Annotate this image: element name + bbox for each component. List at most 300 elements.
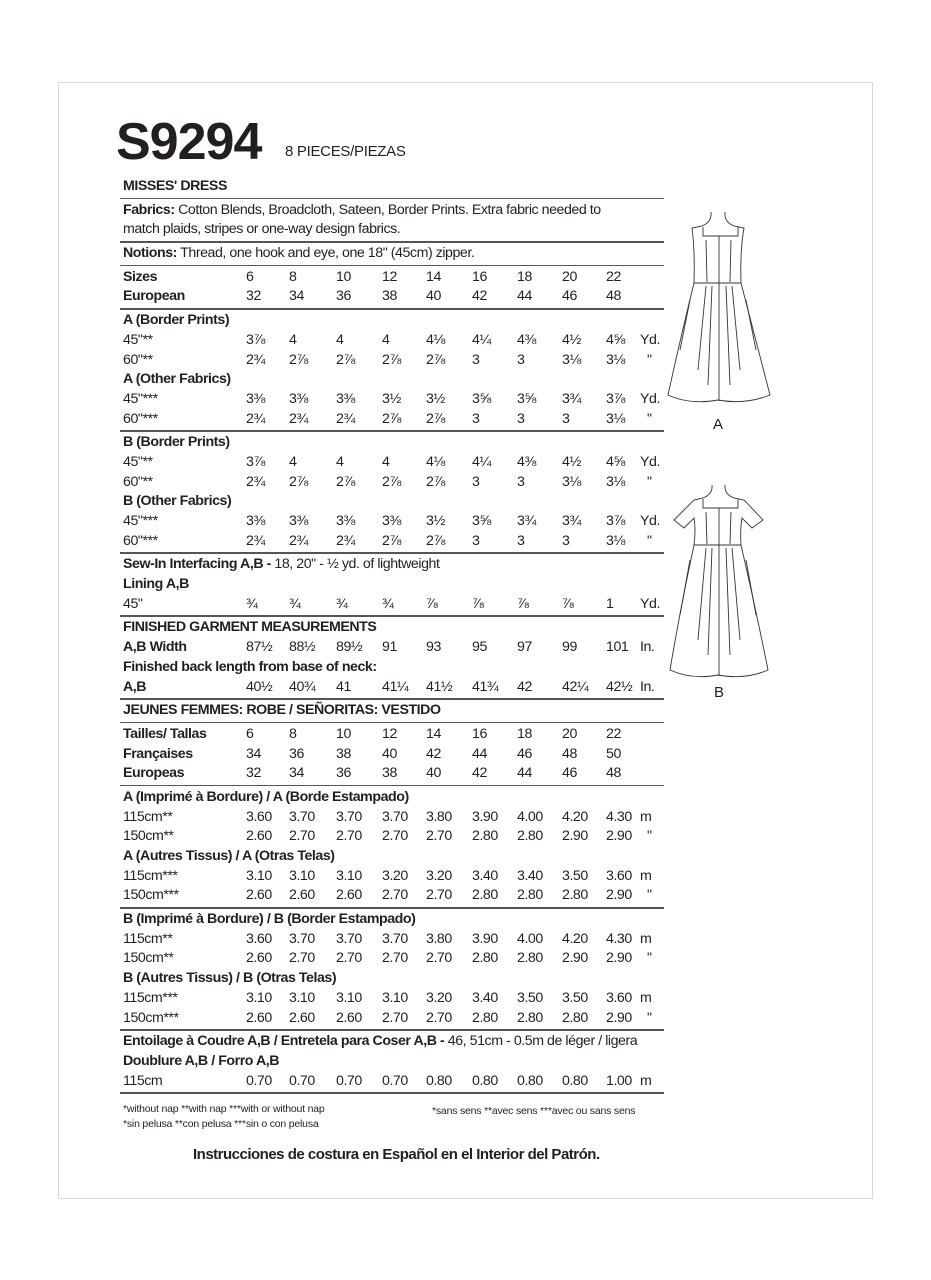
cell-value: 36 (336, 765, 351, 782)
cell-value: 2.60 (336, 1009, 362, 1026)
cell-value: 4.30 (606, 930, 632, 947)
row-label: 60"*** (123, 410, 158, 427)
cell-value: 34 (289, 765, 304, 782)
unit-label: " (647, 410, 652, 427)
dress-view-b-drawing (670, 485, 768, 677)
unit-label: m (640, 808, 652, 825)
note-text: Cotton Blends, Broadcloth, Sateen, Border Prints. Extra fabric needed to (174, 201, 601, 218)
heading-text: FINISHED GARMENT MEASUREMENTS (123, 619, 377, 636)
cell-value: 3.70 (382, 808, 408, 825)
cell-value: 99 (562, 639, 577, 656)
cell-value: 2.70 (336, 828, 362, 845)
cell-value: 4⅜ (517, 331, 536, 348)
cell-value: 87½ (246, 639, 273, 656)
cell-value: 20 (562, 268, 577, 285)
cell-value: 40¾ (289, 678, 316, 695)
cell-value: 2.60 (246, 950, 272, 967)
cell-value: 3⅛ (606, 532, 625, 549)
piece-count: 8 PIECES/PIEZAS (285, 143, 406, 160)
cell-value: 3.60 (246, 808, 272, 825)
row-label: 45"** (123, 453, 153, 470)
cell-value: 3.50 (562, 867, 588, 884)
row-label: 150cm** (123, 828, 174, 845)
cell-value: 2.90 (606, 1009, 632, 1026)
unit-label: Yd. (640, 331, 660, 348)
cell-value: 0.80 (472, 1072, 498, 1089)
cell-value: 3 (472, 532, 480, 549)
cell-value: 3⅞ (606, 390, 625, 407)
cell-value: 2¾ (289, 410, 308, 427)
cell-value: 18 (517, 268, 532, 285)
cell-value: 3.50 (562, 989, 588, 1006)
row-label: 60"*** (123, 532, 158, 549)
cell-value: 3 (562, 410, 570, 427)
cell-value: 3⅞ (606, 513, 625, 529)
cell-value: 2.60 (246, 828, 272, 845)
cell-value: 3.60 (606, 989, 632, 1006)
cell-value: 6 (246, 268, 254, 285)
row-label: A,B (123, 678, 147, 695)
heading-text: B (Border Prints) (123, 434, 230, 451)
unit-label: " (647, 950, 652, 967)
cell-value: 3⅛ (606, 473, 625, 490)
cell-value: 3 (517, 351, 525, 368)
cell-value: 93 (426, 639, 441, 656)
cell-value: 4⅝ (606, 453, 625, 470)
view-a-label: A (713, 416, 724, 433)
note-text: 46, 51cm - 0.5m de léger / ligera (444, 1033, 638, 1050)
cell-value: 2.90 (562, 950, 588, 967)
cell-value: 34 (289, 288, 304, 305)
cell-value: 46 (562, 288, 577, 305)
row-label: 45" (123, 595, 143, 612)
cell-value: 12 (382, 725, 397, 742)
cell-value: 2.90 (606, 950, 632, 967)
row-label: 115cm*** (123, 989, 178, 1006)
cell-value: 3⅜ (289, 390, 308, 407)
unit-label: Yd. (640, 513, 660, 529)
footnote-french: *sans sens **avec sens ***avec ou sans sens (432, 1105, 636, 1117)
cell-value: 10 (336, 725, 351, 742)
cell-value: 3 (517, 410, 525, 427)
cell-value: 16 (472, 725, 487, 742)
cell-value: 3.80 (426, 808, 452, 825)
cell-value: 3 (472, 351, 480, 368)
heading-text: Finished back length from base of neck: (123, 658, 377, 675)
cell-value: 32 (246, 765, 261, 782)
heading-text: JEUNES FEMMES: ROBE / SEÑORITAS: VESTIDO (123, 702, 441, 719)
cell-value: 95 (472, 639, 487, 656)
cell-value: 3 (472, 410, 480, 427)
cell-value: 2.70 (426, 887, 452, 904)
cell-value: ⅞ (517, 595, 529, 612)
cell-value: 97 (517, 639, 532, 656)
spanish-instructions-note: Instrucciones de costura en Español en el Interior del Patrón. (193, 1146, 600, 1163)
cell-value: 3.10 (246, 867, 272, 884)
cell-value: 20 (562, 725, 577, 742)
cell-value: 4¼ (472, 453, 491, 470)
cell-value: 4¼ (472, 331, 491, 348)
cell-value: 4 (289, 331, 297, 348)
cell-value: 2.70 (426, 1009, 452, 1026)
cell-value: 10 (336, 268, 351, 285)
cell-value: 2⅞ (289, 351, 308, 368)
cell-value: 16 (472, 268, 487, 285)
cell-value: 3.70 (382, 930, 408, 947)
row-label: 150cm** (123, 950, 174, 967)
view-b-label: B (714, 684, 725, 701)
cell-value: 3⅛ (562, 351, 581, 368)
cell-value: 3⅛ (606, 351, 625, 368)
cell-value: 3.10 (289, 867, 315, 884)
cell-value: 88½ (289, 639, 316, 656)
row-label: 115cm** (123, 930, 173, 947)
cell-value: 14 (426, 725, 441, 742)
row-label: Tailles/ Tallas (123, 725, 207, 742)
unit-label: Yd. (640, 453, 660, 470)
unit-label: m (640, 989, 652, 1006)
cell-value: 22 (606, 725, 621, 742)
cell-value: 3½ (382, 390, 401, 407)
cell-value: 2.80 (517, 950, 543, 967)
footnote-spanish: *sin pelusa **con pelusa ***sin o con pelusa (123, 1118, 319, 1130)
heading-text: A (Imprimé à Bordure) / A (Borde Estampado) (123, 788, 409, 805)
cell-value: ⅞ (562, 595, 574, 612)
cell-value: ⅞ (472, 595, 484, 612)
cell-value: 4⅜ (517, 453, 536, 470)
cell-value: 2⅞ (426, 410, 445, 427)
unit-label: " (647, 887, 652, 904)
cell-value: 2.80 (472, 1009, 498, 1026)
cell-value: 3¾ (562, 390, 581, 407)
cell-value: 6 (246, 725, 254, 742)
cell-value: 2.80 (472, 828, 498, 845)
cell-value: 2.90 (606, 828, 632, 845)
row-label: 115cm*** (123, 867, 178, 884)
cell-value: 0.80 (562, 1072, 588, 1089)
cell-value: 2.70 (289, 828, 315, 845)
heading-text: Lining A,B (123, 576, 189, 593)
unit-label: " (647, 351, 652, 368)
cell-value: ¾ (289, 595, 301, 612)
row-label: 45"*** (123, 513, 158, 529)
heading-text: B (Other Fabrics) (123, 493, 232, 510)
cell-value: 48 (606, 765, 621, 782)
cell-value: 3.60 (246, 930, 272, 947)
cell-value: 0.70 (246, 1072, 272, 1089)
row-label: Sizes (123, 268, 158, 285)
cell-value: 3.70 (336, 808, 362, 825)
cell-value: 3 (517, 473, 525, 490)
cell-value: 3⅛ (606, 410, 625, 427)
cell-value: 44 (472, 745, 487, 762)
unit-label: m (640, 930, 652, 947)
cell-value: 2⅞ (336, 351, 355, 368)
cell-value: 41½ (426, 678, 453, 695)
cell-value: 2⅞ (382, 473, 401, 490)
cell-value: 32 (246, 288, 261, 305)
cell-value: 3½ (426, 513, 445, 529)
heading-text: A (Border Prints) (123, 312, 230, 329)
cell-value: 0.70 (382, 1072, 408, 1089)
cell-value: 42 (472, 288, 487, 305)
cell-value: 38 (382, 765, 397, 782)
cell-value: 3⅝ (472, 513, 491, 529)
cell-value: 8 (289, 725, 297, 742)
heading-text: A (Other Fabrics) (123, 371, 231, 388)
cell-value: 3.10 (289, 989, 315, 1006)
cell-value: 3⅞ (246, 453, 265, 470)
cell-value: 2.90 (606, 887, 632, 904)
cell-value: 3⅜ (246, 513, 265, 529)
heading-text: Doublure A,B / Forro A,B (123, 1052, 280, 1069)
cell-value: 40 (426, 288, 441, 305)
row-label: Europeas (123, 765, 185, 782)
row-label: 45"*** (123, 390, 158, 407)
heading-text: A (Autres Tissus) / A (Otras Telas) (123, 848, 335, 864)
cell-value: 2.60 (336, 887, 362, 904)
cell-value: 2.70 (382, 887, 408, 904)
cell-value: 2⅞ (426, 532, 445, 549)
cell-value: 41 (336, 678, 351, 695)
cell-value: 40 (382, 745, 397, 762)
cell-value: 3.20 (382, 867, 408, 884)
unit-label: Yd. (640, 390, 660, 407)
cell-value: 2¾ (246, 532, 265, 549)
cell-value: 3.20 (426, 867, 452, 884)
cell-value: 2.70 (289, 950, 315, 967)
row-label: Françaises (123, 745, 193, 762)
cell-value: 4 (289, 453, 297, 470)
cell-value: 3⅜ (336, 390, 355, 407)
cell-value: 3½ (426, 390, 445, 407)
cell-value: 3⅝ (517, 390, 536, 407)
cell-value: ¾ (336, 595, 348, 612)
cell-value: ¾ (382, 595, 394, 612)
cell-value: 1 (606, 595, 614, 612)
cell-value: 2⅞ (426, 473, 445, 490)
note-text: match plaids, stripes or one-way design fabrics. (123, 221, 401, 238)
row-label: 115cm** (123, 808, 173, 825)
cell-value: 0.80 (426, 1072, 452, 1089)
unit-label: " (647, 473, 652, 490)
row-label: A,B Width (123, 639, 187, 656)
cell-value: 4½ (562, 331, 581, 348)
cell-value: 2.80 (517, 828, 543, 845)
cell-value: 2.70 (382, 1009, 408, 1026)
note-label: Notions: (123, 245, 177, 262)
note-label: Fabrics: (123, 201, 175, 218)
row-label: 45"** (123, 331, 153, 348)
cell-value: 3⅜ (382, 513, 401, 529)
cell-value: 2¾ (246, 473, 265, 490)
unit-label: m (640, 867, 652, 884)
unit-label: Yd. (640, 595, 660, 612)
cell-value: 2.80 (562, 887, 588, 904)
cell-value: 3.60 (606, 867, 632, 884)
cell-value: 40½ (246, 678, 273, 695)
cell-value: 101 (606, 639, 629, 656)
cell-value: 2.60 (289, 887, 315, 904)
cell-value: 3¾ (562, 513, 581, 529)
cell-value: 2⅞ (289, 473, 308, 490)
cell-value: 1.00 (606, 1072, 632, 1089)
cell-value: 91 (382, 639, 397, 656)
cell-value: 38 (382, 288, 397, 305)
cell-value: 2.60 (246, 887, 272, 904)
cell-value: 4½ (562, 453, 581, 470)
cell-value: 3¾ (517, 513, 536, 529)
row-label: European (123, 288, 185, 305)
cell-value: 3.70 (289, 930, 315, 947)
cell-value: 3.80 (426, 930, 452, 947)
cell-value: 42 (517, 678, 532, 695)
cell-value: 3.10 (336, 989, 362, 1006)
cell-value: 3 (472, 473, 480, 490)
cell-value: 3.10 (382, 989, 408, 1006)
cell-value: 4 (382, 453, 390, 470)
unit-label: " (647, 1009, 652, 1026)
cell-value: 44 (517, 288, 532, 305)
cell-value: 42½ (606, 678, 633, 695)
cell-value: 4 (336, 331, 344, 348)
cell-value: 3⅜ (289, 513, 308, 529)
cell-value: 38 (336, 745, 351, 762)
footnote-english: *without nap **with nap ***with or without nap (123, 1103, 325, 1115)
note-label: Entoilage à Coudre A,B / Entretela para Coser A,B - (123, 1033, 445, 1050)
cell-value: 3.40 (472, 867, 498, 884)
unit-label: In. (640, 678, 655, 695)
cell-value: 4.00 (517, 930, 543, 947)
cell-value: 40 (426, 765, 441, 782)
cell-value: 18 (517, 725, 532, 742)
cell-value: 2.70 (382, 828, 408, 845)
heading-text: MISSES' DRESS (123, 178, 227, 194)
cell-value: 2.80 (517, 887, 543, 904)
cell-value: 2⅞ (382, 410, 401, 427)
dress-view-a-drawing (668, 212, 770, 402)
cell-value: 4 (336, 453, 344, 470)
cell-value: 22 (606, 268, 621, 285)
cell-value: 42¼ (562, 678, 589, 695)
cell-value: 2⅞ (382, 351, 401, 368)
cell-value: 2.70 (426, 828, 452, 845)
cell-value: 2¾ (289, 532, 308, 549)
cell-value: 3.20 (426, 989, 452, 1006)
unit-label: In. (640, 639, 655, 656)
cell-value: 48 (606, 288, 621, 305)
cell-value: 3⅝ (472, 390, 491, 407)
cell-value: 36 (336, 288, 351, 305)
cell-value: 42 (426, 745, 441, 762)
pattern-number: S9294 (116, 113, 262, 171)
cell-value: 3.40 (472, 989, 498, 1006)
note-text: 18, 20" - ½ yd. of lightweight (270, 556, 440, 573)
cell-value: 0.70 (336, 1072, 362, 1089)
cell-value: 3 (517, 532, 525, 549)
cell-value: 41¾ (472, 678, 499, 695)
cell-value: 2.90 (562, 828, 588, 845)
cell-value: 4.20 (562, 808, 588, 825)
cell-value: 36 (289, 745, 304, 762)
cell-value: 2.70 (382, 950, 408, 967)
note-text: Thread, one hook and eye, one 18" (45cm) zipper. (176, 245, 475, 262)
cell-value: 2¾ (246, 410, 265, 427)
row-label: 150cm*** (123, 1009, 179, 1026)
cell-value: 4⅝ (606, 331, 625, 348)
unit-label: " (647, 532, 652, 549)
cell-value: 4 (382, 331, 390, 348)
cell-value: 2.80 (472, 950, 498, 967)
unit-label: m (640, 1072, 652, 1089)
cell-value: 12 (382, 268, 397, 285)
cell-value: 3.50 (517, 989, 543, 1006)
cell-value: 3.40 (517, 867, 543, 884)
cell-value: 48 (562, 745, 577, 762)
cell-value: 2¾ (336, 410, 355, 427)
row-label: 115cm (123, 1072, 163, 1089)
cell-value: 3.70 (289, 808, 315, 825)
cell-value: 3⅛ (562, 473, 581, 490)
heading-text: B (Autres Tissus) / B (Otras Telas) (123, 970, 337, 987)
cell-value: 2.80 (472, 887, 498, 904)
cell-value: 42 (472, 765, 487, 782)
cell-value: 4.20 (562, 930, 588, 947)
cell-value: 50 (606, 745, 621, 762)
cell-value: 4.00 (517, 808, 543, 825)
heading-text: B (Imprimé à Bordure) / B (Border Estampado) (123, 911, 416, 928)
note-label: Sew-In Interfacing A,B - (123, 556, 271, 573)
cell-value: ¾ (246, 595, 258, 612)
row-label: 60"** (123, 473, 153, 490)
cell-value: 2.60 (246, 1009, 272, 1026)
cell-value: 2.70 (426, 950, 452, 967)
cell-value: 46 (517, 745, 532, 762)
cell-value: 3.10 (336, 867, 362, 884)
unit-label: " (647, 828, 652, 845)
cell-value: 44 (517, 765, 532, 782)
cell-value: 2.80 (562, 1009, 588, 1026)
cell-value: 3⅜ (336, 513, 355, 529)
cell-value: 2⅞ (426, 351, 445, 368)
cell-value: 3⅞ (246, 331, 265, 348)
cell-value: 2.70 (336, 950, 362, 967)
cell-value: 0.80 (517, 1072, 543, 1089)
cell-value: 8 (289, 268, 297, 285)
cell-value: 2.60 (289, 1009, 315, 1026)
cell-value: 3.90 (472, 930, 498, 947)
cell-value: 4.30 (606, 808, 632, 825)
cell-value: 2¾ (246, 351, 265, 368)
cell-value: 2.80 (517, 1009, 543, 1026)
cell-value: 14 (426, 268, 441, 285)
cell-value: 3 (562, 532, 570, 549)
cell-value: 3⅜ (246, 390, 265, 407)
cell-value: 0.70 (289, 1072, 315, 1089)
cell-value: 3.70 (336, 930, 362, 947)
row-label: 60"** (123, 351, 153, 368)
cell-value: 41¼ (382, 678, 409, 695)
cell-value: 3.90 (472, 808, 498, 825)
cell-value: ⅞ (426, 595, 438, 612)
cell-value: 4⅛ (426, 453, 445, 470)
cell-value: 2⅞ (382, 532, 401, 549)
cell-value: 2⅞ (336, 473, 355, 490)
cell-value: 34 (246, 745, 261, 762)
cell-value: 89½ (336, 639, 363, 656)
row-label: 150cm*** (123, 887, 179, 904)
cell-value: 4⅛ (426, 331, 445, 348)
